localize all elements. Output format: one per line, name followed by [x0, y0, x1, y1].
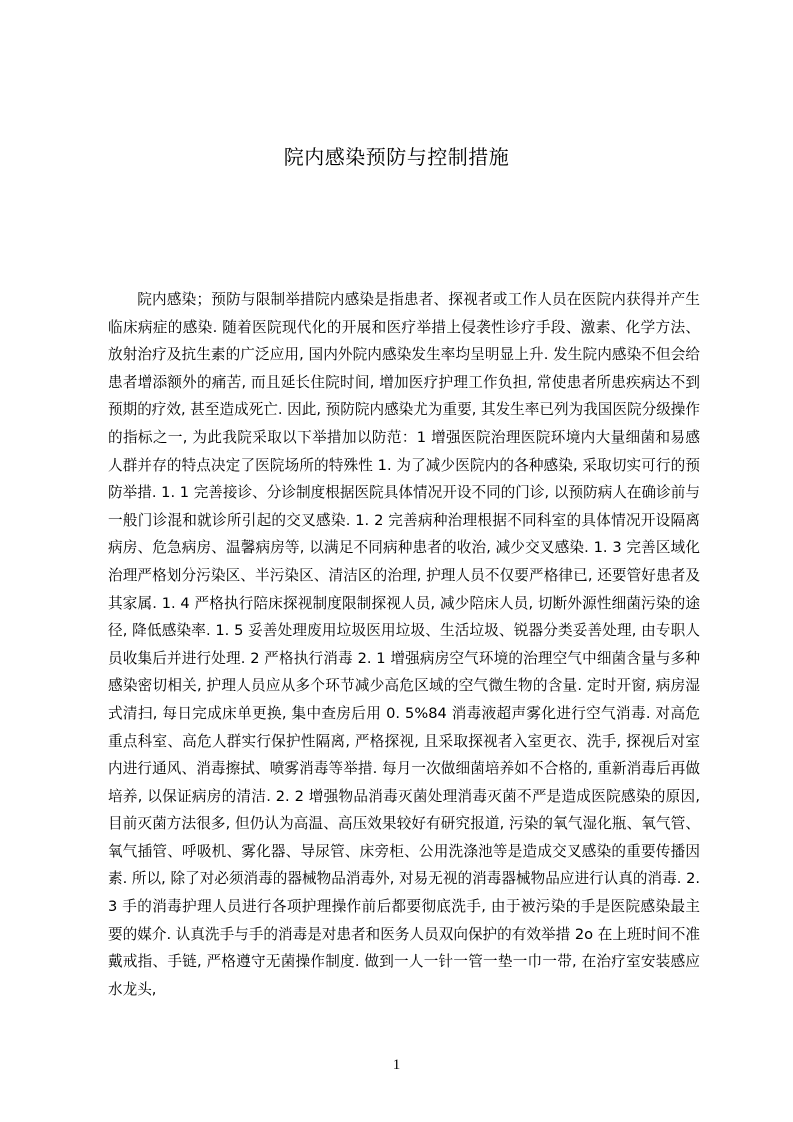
- page-number: 1: [392, 1057, 401, 1073]
- document-title: 院内感染预防与控制措施: [283, 145, 510, 169]
- body-paragraph: 院内感染；预防与限制举措院内感染是指患者、探视者或工作人员在医院内获得并产生临床病症的感染. 随着医院现代化的开展和医疗举措上侵袭性诊疗手段、激素、化学方法、放射治疗及抗生素的广泛应用, 国内外院内感染发生率均呈明显上升. 发生院内感染不但会给患者增添额外的痛苦, 而且延长住院时间, 增加医疗护理工作负担, 常使患者所患疾病达不到预期的疗效, 甚至造成死亡. 因此, 预防院内感染尤为重要, 其发生率已列为我国医院分级操作的指标之一, 为此我院采取以下举措加以防范：1 增强医院治理医院环境内大量细菌和易感人群并存的特点决定了医院场所的特殊性 1. 为了减少医院内的各种感染, 采取切实可行的预防举措. 1. 1 完善接诊、分诊制度根据医院具体情况开设不同的门诊, 以预防病人在确诊前与一般门诊混和就诊所引起的交叉感染. 1. 2 完善病种治理根据不同科室的具体情况开设隔离病房、危急病房、温馨病房等, 以满足不同病种患者的收治, 减少交叉感染. 1. 3 完善区域化治理严格划分污染区、半污染区、清洁区的治理, 护理人员不仅要严格律已, 还要管好患者及其家属. 1. 4 严格执行陪床探视制度限制探视人员, 减少陪床人员, 切断外源性细菌污染的途径, 降低感染率. 1. 5 妥善处理废用垃圾医用垃圾、生活垃圾、锐器分类妥善处理, 由专职人员收集后并进行处理. 2 严格执行消毒 2. 1 增强病房空气环境的治理空气中细菌含量与多种感染密切相关, 护理人员应从多个环节减少高危区域的空气微生物的含量. 定时开窗, 病房湿式清扫, 每日完成床单更换, 集中查房后用 0. 5%84 消毒液超声雾化进行空气消毒. 对高危重点科室、高危人群实行保护性隔离, 严格探视, 且采取探视者入室更衣、洗手, 探视后对室内进行通风、消毒擦拭、喷雾消毒等举措. 每月一次做细菌培养如不合格的, 重新消毒后再做培养, 以保证病房的清洁. 2. 2 增强物品消毒灭菌处理消毒灭菌不严是造成医院感染的原因, 目前灭菌方法很多, 但仍认为高温、高压效果较好有研究报道, 污染的氧气湿化瓶、氧气管、氧气插管、呼吸机、雾化器、导尿管、床旁柜、公用洗涤池等是造成交叉感染的重要传播因素. 所以, 除了对必须消毒的器械物品消毒外, 对易无视的消毒器械物品应进行认真的消毒. 2. 3 手的消毒护理人员进行各项护理操作前后都要彻底洗手, 由于被污染的手是医院感染最主要的媒介. 认真洗手与手的消毒是对患者和医务人员双向保护的有效举措 2o 在上班时间不准戴戒指、手链, 严格遵守无菌操作制度. 做到一人一针一管一垫一巾一带, 在治疗室安装感应水龙头,: [108, 291, 700, 998]
